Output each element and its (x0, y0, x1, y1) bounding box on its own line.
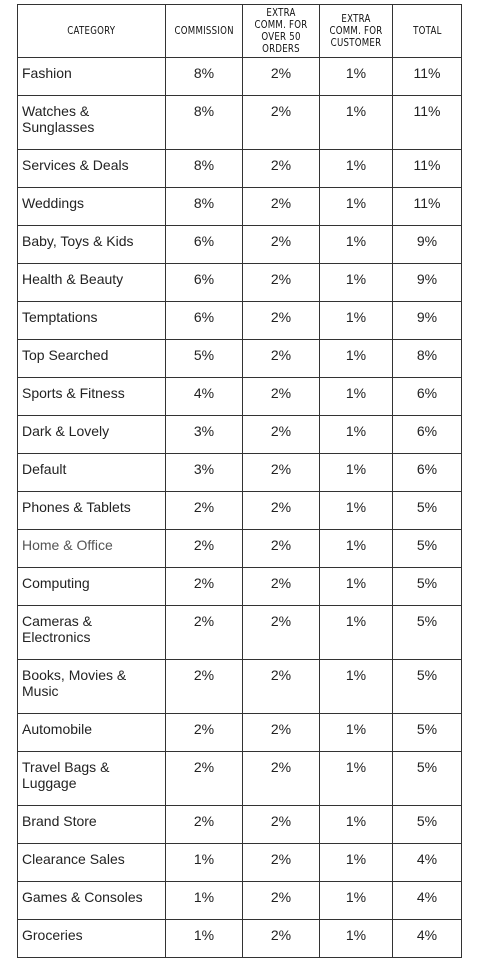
cell-commission: 2% (166, 492, 243, 530)
cell-extra-over-50: 2% (243, 58, 320, 96)
cell-extra-over-50: 2% (243, 492, 320, 530)
table-row (18, 58, 462, 96)
table-row (18, 844, 462, 882)
cell-category: Fashion (18, 58, 166, 96)
cell-extra-over-50: 2% (243, 606, 320, 660)
cell-extra-over-50: 2% (243, 264, 320, 302)
table-row (18, 226, 462, 264)
cell-extra-customer: 1% (320, 530, 393, 568)
cell-category: Home & Office (18, 530, 166, 568)
cell-category: Groceries (18, 920, 166, 958)
cell-extra-customer: 1% (320, 492, 393, 530)
cell-commission: 2% (166, 606, 243, 660)
header-extra-over-50: EXTRA COMM. FOR OVER 50 ORDERS (243, 5, 320, 58)
header-category: CATEGORY (18, 5, 166, 58)
cell-category: Health & Beauty (18, 264, 166, 302)
cell-extra-over-50: 2% (243, 920, 320, 958)
cell-total: 4% (393, 882, 462, 920)
cell-category: Dark & Lovely (18, 416, 166, 454)
cell-extra-customer: 1% (320, 454, 393, 492)
cell-category: Weddings (18, 188, 166, 226)
cell-category: Computing (18, 568, 166, 606)
cell-extra-customer: 1% (320, 882, 393, 920)
table-row (18, 568, 462, 606)
cell-total: 5% (393, 492, 462, 530)
cell-total: 5% (393, 568, 462, 606)
cell-extra-customer: 1% (320, 302, 393, 340)
cell-extra-customer: 1% (320, 844, 393, 882)
cell-total: 5% (393, 806, 462, 844)
cell-commission: 2% (166, 568, 243, 606)
cell-extra-over-50: 2% (243, 660, 320, 714)
cell-commission: 5% (166, 340, 243, 378)
cell-extra-customer: 1% (320, 806, 393, 844)
cell-extra-customer: 1% (320, 378, 393, 416)
cell-extra-over-50: 2% (243, 752, 320, 806)
cell-extra-over-50: 2% (243, 416, 320, 454)
cell-category: Baby, Toys & Kids (18, 226, 166, 264)
cell-extra-over-50: 2% (243, 340, 320, 378)
table-row (18, 660, 462, 714)
cell-extra-customer: 1% (320, 264, 393, 302)
table-row (18, 920, 462, 958)
cell-total: 5% (393, 530, 462, 568)
cell-commission: 3% (166, 454, 243, 492)
cell-extra-over-50: 2% (243, 226, 320, 264)
cell-commission: 6% (166, 302, 243, 340)
cell-commission: 6% (166, 226, 243, 264)
cell-commission: 2% (166, 660, 243, 714)
cell-total: 5% (393, 606, 462, 660)
table-row (18, 454, 462, 492)
cell-extra-customer: 1% (320, 58, 393, 96)
cell-total: 4% (393, 920, 462, 958)
cell-extra-over-50: 2% (243, 96, 320, 150)
cell-commission: 2% (166, 714, 243, 752)
cell-category: Watches & Sunglasses (18, 96, 166, 150)
cell-commission: 2% (166, 806, 243, 844)
cell-category: Travel Bags & Luggage (18, 752, 166, 806)
cell-extra-customer: 1% (320, 606, 393, 660)
cell-extra-over-50: 2% (243, 150, 320, 188)
commission-table (17, 4, 462, 958)
table-row (18, 96, 462, 150)
table-row (18, 752, 462, 806)
cell-extra-customer: 1% (320, 96, 393, 150)
header-row (18, 5, 462, 58)
cell-commission: 8% (166, 150, 243, 188)
cell-commission: 6% (166, 264, 243, 302)
table-row (18, 492, 462, 530)
cell-total: 5% (393, 752, 462, 806)
cell-commission: 8% (166, 188, 243, 226)
cell-extra-over-50: 2% (243, 714, 320, 752)
cell-extra-over-50: 2% (243, 302, 320, 340)
cell-extra-customer: 1% (320, 226, 393, 264)
cell-category: Default (18, 454, 166, 492)
table-row (18, 806, 462, 844)
cell-extra-over-50: 2% (243, 568, 320, 606)
cell-extra-over-50: 2% (243, 188, 320, 226)
cell-category: Cameras & Electronics (18, 606, 166, 660)
table-row (18, 302, 462, 340)
cell-commission: 2% (166, 752, 243, 806)
cell-total: 11% (393, 96, 462, 150)
cell-total: 9% (393, 226, 462, 264)
cell-category: Books, Movies & Music (18, 660, 166, 714)
header-commission: COMMISSION (166, 5, 243, 58)
cell-total: 6% (393, 416, 462, 454)
cell-total: 11% (393, 150, 462, 188)
cell-category: Clearance Sales (18, 844, 166, 882)
cell-extra-customer: 1% (320, 660, 393, 714)
cell-extra-customer: 1% (320, 188, 393, 226)
cell-category: Brand Store (18, 806, 166, 844)
cell-total: 8% (393, 340, 462, 378)
table-row (18, 340, 462, 378)
cell-total: 11% (393, 58, 462, 96)
cell-category: Sports & Fitness (18, 378, 166, 416)
cell-commission: 2% (166, 530, 243, 568)
cell-extra-customer: 1% (320, 340, 393, 378)
table-row (18, 188, 462, 226)
cell-extra-customer: 1% (320, 920, 393, 958)
cell-category: Automobile (18, 714, 166, 752)
cell-category: Temptations (18, 302, 166, 340)
cell-category: Games & Consoles (18, 882, 166, 920)
cell-total: 9% (393, 264, 462, 302)
header-extra-customer: EXTRA COMM. FOR CUSTOMER (320, 5, 393, 58)
cell-commission: 8% (166, 96, 243, 150)
cell-category: Services & Deals (18, 150, 166, 188)
table-row (18, 378, 462, 416)
table-row (18, 416, 462, 454)
table-row (18, 606, 462, 660)
cell-extra-over-50: 2% (243, 806, 320, 844)
cell-total: 5% (393, 714, 462, 752)
cell-extra-over-50: 2% (243, 454, 320, 492)
cell-extra-over-50: 2% (243, 530, 320, 568)
cell-total: 9% (393, 302, 462, 340)
cell-extra-over-50: 2% (243, 882, 320, 920)
cell-extra-customer: 1% (320, 752, 393, 806)
cell-extra-customer: 1% (320, 714, 393, 752)
header-total: TOTAL (393, 5, 462, 58)
cell-extra-over-50: 2% (243, 378, 320, 416)
cell-extra-over-50: 2% (243, 844, 320, 882)
table-row (18, 264, 462, 302)
cell-commission: 1% (166, 882, 243, 920)
cell-category: Top Searched (18, 340, 166, 378)
cell-total: 6% (393, 454, 462, 492)
cell-total: 4% (393, 844, 462, 882)
cell-commission: 1% (166, 844, 243, 882)
cell-commission: 3% (166, 416, 243, 454)
table-row (18, 714, 462, 752)
cell-category: Phones & Tablets (18, 492, 166, 530)
cell-total: 6% (393, 378, 462, 416)
table-row (18, 530, 462, 568)
cell-total: 5% (393, 660, 462, 714)
cell-commission: 4% (166, 378, 243, 416)
cell-total: 11% (393, 188, 462, 226)
cell-extra-customer: 1% (320, 416, 393, 454)
cell-extra-customer: 1% (320, 568, 393, 606)
cell-commission: 1% (166, 920, 243, 958)
cell-commission: 8% (166, 58, 243, 96)
table-row (18, 882, 462, 920)
table-row (18, 150, 462, 188)
cell-extra-customer: 1% (320, 150, 393, 188)
